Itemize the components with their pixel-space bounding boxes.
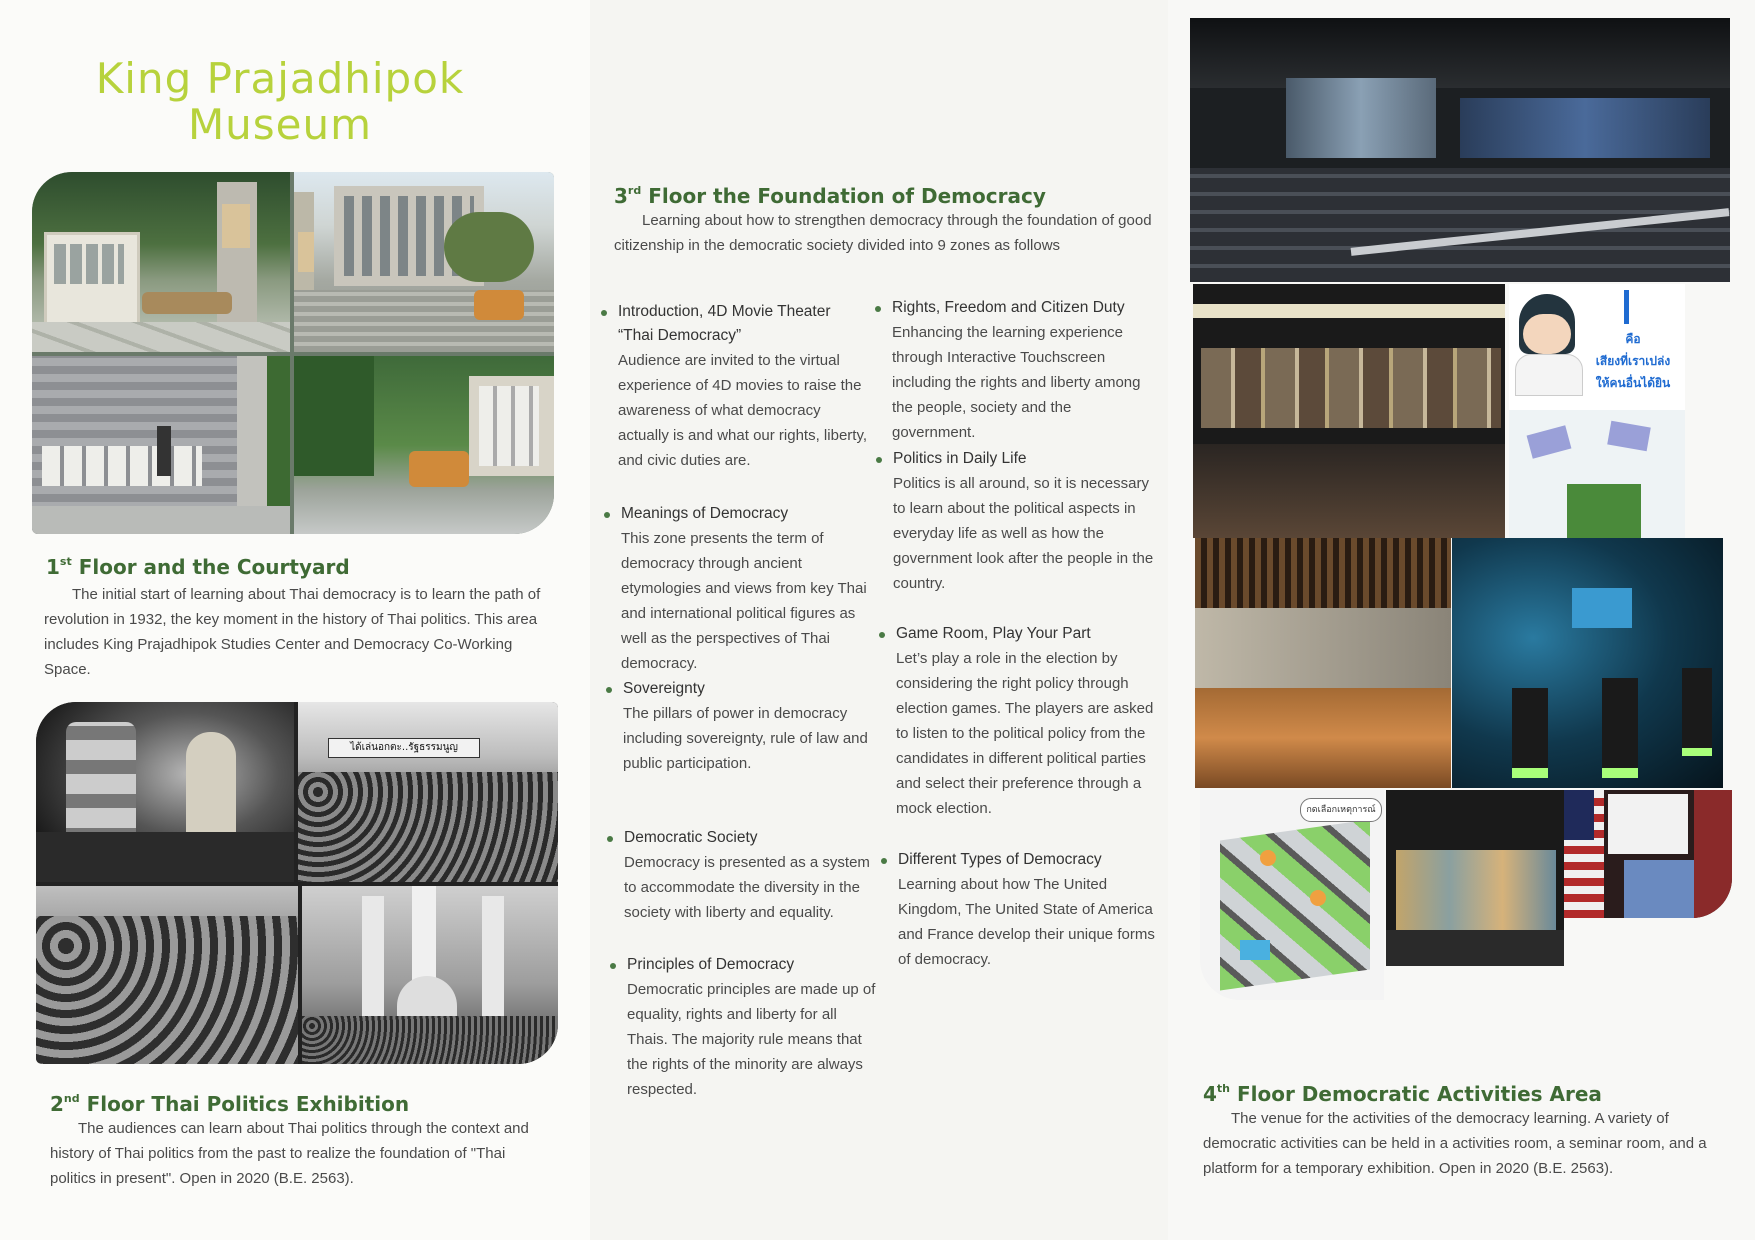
floor4-title: Floor Democratic Activities Area [1236, 1082, 1602, 1106]
zone-desc: The pillars of power in democracy including sovereignty, rule of law and public participation. [623, 705, 868, 772]
cartoon-caption [1581, 328, 1685, 394]
zone-desc: Learning about how The United Kingdom, The United State of America and France develop their unique forms of democracy. [898, 876, 1155, 968]
isometric-map-photo [1200, 790, 1384, 1000]
floor4-suffix: th [1216, 1082, 1231, 1095]
floor4-number: 4 [1203, 1082, 1217, 1106]
history-photo-ceremony [36, 702, 294, 882]
history-photo-soldiers [36, 886, 298, 1064]
exhibition-hall-photo [1195, 538, 1451, 788]
zone-title: Principles of Democracy [627, 956, 795, 973]
cartoon-caption-line1: คือ [1625, 332, 1641, 346]
floor1-suffix: st [59, 555, 72, 568]
floor2-number: 2 [50, 1092, 64, 1116]
zone-desc: Democratic principles are made up of equality, rights and liberty for all Thais. The majority rule means that the rights of the minority are always respected. [627, 981, 876, 1098]
cartoon-caption-line3: ให้คนอื่นได้ยิน [1595, 376, 1671, 390]
zone-desc: Democracy is presented as a system to accommodate the diversity in the society with liberty and equality. [624, 854, 870, 921]
zone-title: Different Types of Democracy [898, 851, 1102, 868]
zone-types-of-democracy [898, 848, 1160, 972]
history-mural-photo [1386, 790, 1564, 966]
zone-title: Game Room, Play Your Part [896, 625, 1091, 642]
democracy-types-photo [1564, 790, 1732, 918]
floor3-title: Floor the Foundation of Democracy [648, 184, 1046, 208]
courtyard-photo-collage [32, 172, 554, 534]
zone-desc: Enhancing the learning experience through Interactive Touchscreen including the rights and liberty among the people, society and the government. [892, 324, 1141, 441]
protest-banner: ได้เล่นอกตะ..รัฐธรรมนูญ [328, 738, 480, 758]
zone-principles-of-democracy [627, 953, 879, 1102]
bullet-icon [604, 512, 610, 518]
left-panel [0, 0, 590, 1240]
zone-title: Democratic Society [624, 829, 758, 846]
zone-democratic-society [624, 826, 876, 925]
zone-desc: Audience are invited to the virtual experience of 4D movies to raise the awareness of what democracy actually is and what our rights, liberty, and civic duties are. [618, 352, 868, 469]
courtyard-photo-building [294, 172, 554, 352]
bullet-icon [879, 632, 885, 638]
game-room-photo [1452, 538, 1723, 788]
bullet-icon [606, 687, 612, 693]
history-photo-collage [36, 702, 558, 1064]
floor2-heading [50, 1092, 409, 1116]
zone-title: Rights, Freedom and Citizen Duty [892, 299, 1125, 316]
courtyard-photo-wall [32, 356, 290, 534]
floor1-text: The initial start of learning about Thai democracy is to learn the path of revolution in 1932, the key moment in the history of Thai politics. This area includes King Prajadhipok Studies Center and Democracy Co-Working Space. [44, 586, 541, 678]
floor3-suffix: rd [627, 184, 642, 197]
bullet-icon [875, 306, 881, 312]
zone-sovereignty [623, 677, 875, 776]
floor1-number: 1 [46, 555, 60, 579]
zone-intro-4d-theater [618, 300, 870, 473]
floor2-suffix: nd [63, 1092, 80, 1105]
zone-politics-daily-life [893, 447, 1155, 596]
floor3-number: 3 [614, 184, 628, 208]
zone-title: Sovereignty [623, 680, 705, 697]
floor2-text: The audiences can learn about Thai politics through the context and history of Thai politics from the past to realize the foundation of "Thai politics in present". Open in 2020 (B.E. 2563). [50, 1120, 529, 1187]
courtyard-photo-cafe [32, 172, 290, 352]
zone-desc: Let’s play a role in the election by considering the right policy through election games. The players are asked to listen to the political policy from the candidates in different political parties and select their preference through a mock election. [896, 650, 1154, 817]
zone-desc: This zone presents the term of democracy through ancient etymologies and views from key Thai and international political figures as well as the perspectives of Thai democracy. [621, 530, 867, 672]
cartoon-voting-photo [1509, 284, 1685, 538]
zone-game-room [896, 622, 1158, 821]
zone-rights-freedom-duty [892, 296, 1154, 445]
courtyard-photo-greenwall [294, 356, 554, 534]
history-photo-crowd [298, 702, 558, 882]
portrait-wall-photo [1193, 284, 1505, 538]
museum-title [60, 56, 500, 148]
floor2-title: Floor Thai Politics Exhibition [86, 1092, 410, 1116]
zone-title: Politics in Daily Life [893, 450, 1027, 467]
floor4-text: The venue for the activities of the democracy learning. A variety of democratic activities can be held in a activities room, a seminar room, and a platform for a temporary exhibition. Open in 2020 (B.E. 2563). [1203, 1110, 1707, 1177]
zone-title: Meanings of Democracy [621, 505, 789, 522]
museum-title-line1: King Prajadhipok [95, 54, 465, 103]
floor1-title: Floor and the Courtyard [78, 555, 350, 579]
cartoon-caption-line2: เสียงที่เราเปล่ง [1595, 354, 1671, 368]
bullet-icon [610, 963, 616, 969]
theater-photo [1190, 18, 1730, 282]
zone-title: Introduction, 4D Movie Theater “Thai Democracy” [618, 303, 831, 344]
middle-panel [590, 0, 1168, 1240]
floor3-intro: Learning about how to strengthen democracy through the foundation of good citizenship in the democratic society divided into 9 zones as follows [614, 212, 1152, 254]
zone-desc: Politics is all around, so it is necessary to learn about the political aspects in everyday life as well as how the government look after the people in the country. [893, 475, 1154, 592]
bullet-icon [881, 858, 887, 864]
zone-meanings-of-democracy [621, 502, 873, 676]
museum-title-line2: Museum [187, 100, 373, 149]
map-speech-bubble: กดเลือกเหตุการณ์ [1300, 798, 1382, 822]
history-photo-monument [302, 886, 558, 1064]
right-panel [1168, 0, 1755, 1240]
floor4-heading [1203, 1082, 1602, 1106]
bullet-icon [601, 310, 607, 316]
floor3-heading [614, 184, 1046, 208]
bullet-icon [876, 457, 882, 463]
bullet-icon [607, 836, 613, 842]
floor1-heading [46, 555, 350, 579]
